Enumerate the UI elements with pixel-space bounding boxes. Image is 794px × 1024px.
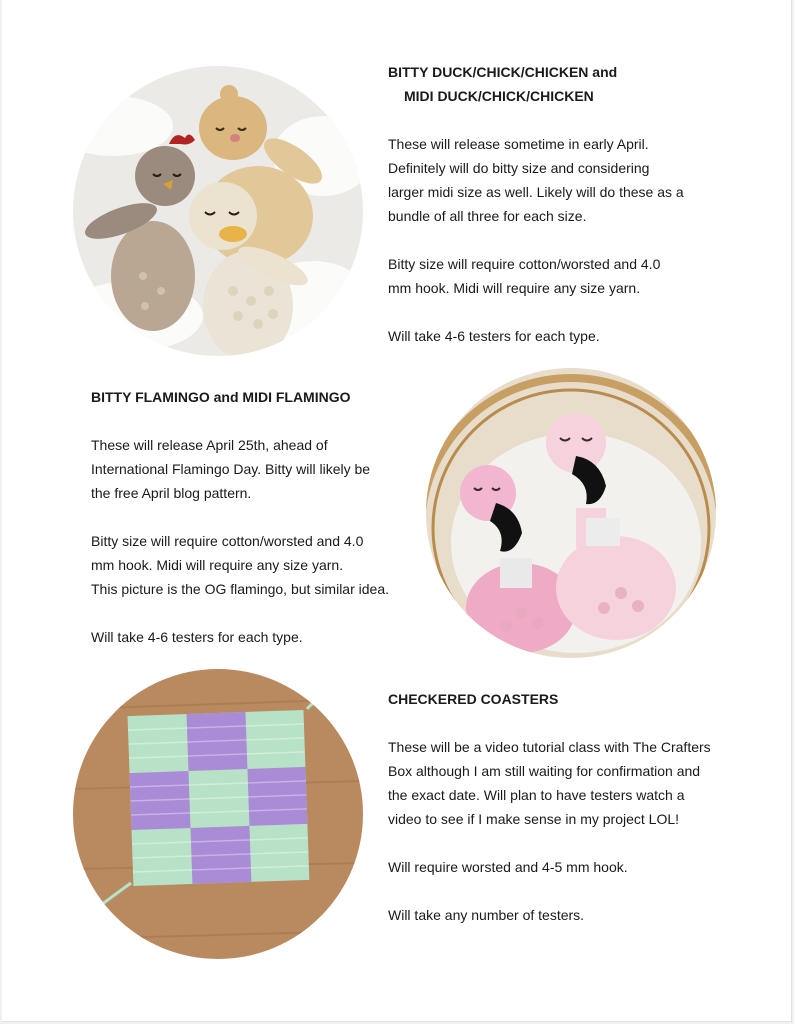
checkered-coaster-photo	[73, 669, 363, 959]
text-line: International Flamingo Day. Bitty will likely be	[91, 461, 371, 477]
coaster-illustration	[73, 669, 363, 959]
section-heading	[91, 385, 431, 409]
text-line: Will take 4-6 testers for each type.	[91, 629, 303, 645]
flamingo-photo	[426, 368, 716, 658]
materials-paragraph	[91, 529, 431, 601]
text-line: Definitely will do bitty size and considering	[388, 160, 650, 176]
section-heading	[388, 687, 768, 711]
flamingo-illustration	[426, 368, 716, 658]
heading-line-2: MIDI DUCK/CHICK/CHICKEN	[404, 88, 594, 104]
testers-paragraph	[388, 903, 768, 927]
text-line: mm hook. Midi will require any size yarn.	[388, 280, 641, 296]
description-paragraph	[388, 735, 768, 831]
heading-line-1: BITTY DUCK/CHICK/CHICKEN and	[388, 64, 618, 80]
text-line: Will take any number of testers.	[388, 907, 585, 923]
text-line: Bitty size will require cotton/worsted and 4.0	[91, 533, 364, 549]
section-flamingo	[91, 385, 431, 649]
text-line: the free April blog pattern.	[91, 485, 252, 501]
testers-paragraph	[388, 324, 768, 348]
text-line: Bitty size will require cotton/worsted and 4.0	[388, 256, 661, 272]
text-line: This picture is the OG flamingo, but similar idea.	[91, 581, 390, 597]
text-line: Box although I am still waiting for confirmation and	[388, 763, 701, 779]
text-line: Will take 4-6 testers for each type.	[388, 328, 600, 344]
document-page	[2, 0, 792, 1022]
text-line: video to see if I make sense in my project LOL!	[388, 811, 680, 827]
text-line: These will be a video tutorial class with The Crafters	[388, 739, 711, 755]
text-line: larger midi size as well. Likely will do these as a	[388, 184, 684, 200]
text-line: mm hook. Midi will require any size yarn.	[91, 557, 344, 573]
heading-line-1: CHECKERED COASTERS	[388, 691, 559, 707]
section-heading	[388, 60, 768, 108]
text-line: These will release April 25th, ahead of	[91, 437, 328, 453]
text-line: bundle of all three for each size.	[388, 208, 587, 224]
materials-paragraph	[388, 252, 768, 300]
text-line: Will require worsted and 4-5 mm hook.	[388, 859, 628, 875]
text-line: These will release sometime in early April.	[388, 136, 649, 152]
section-duck-chick-chicken	[388, 60, 768, 348]
heading-line-1: BITTY FLAMINGO and MIDI FLAMINGO	[91, 389, 351, 405]
description-paragraph	[388, 132, 768, 228]
text-line: the exact date. Will plan to have testers watch a	[388, 787, 685, 803]
duck-chick-chicken-illustration	[73, 66, 363, 356]
duck-chick-chicken-photo	[73, 66, 363, 356]
description-paragraph	[91, 433, 431, 505]
section-checkered-coasters	[388, 687, 768, 927]
testers-paragraph	[91, 625, 431, 649]
materials-paragraph	[388, 855, 768, 879]
